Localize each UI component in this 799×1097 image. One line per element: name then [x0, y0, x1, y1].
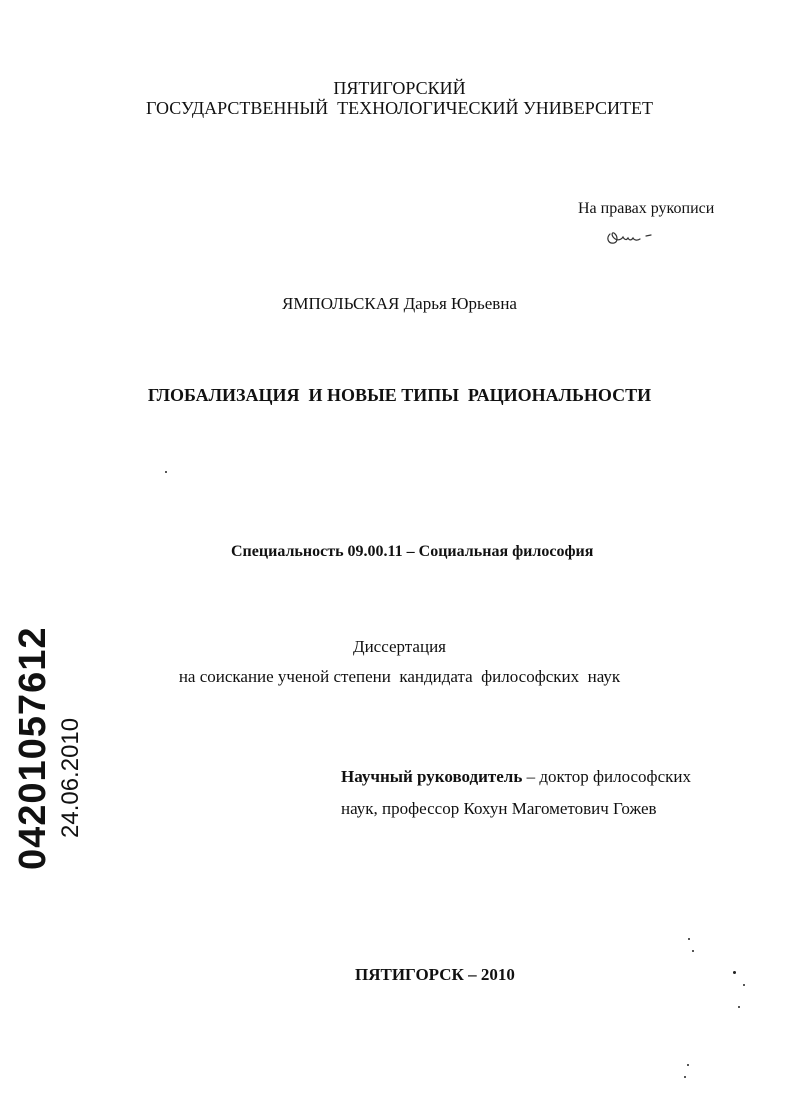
dissertation-type: Диссертация [352, 637, 446, 656]
signature-icon [604, 224, 674, 250]
library-stamp-date: 24.06.2010 [57, 717, 84, 838]
specialty: Специальность 09.00.11 – Социальная философия [231, 543, 594, 560]
scan-speck [165, 471, 167, 473]
manuscript-note: На правах рукописи [578, 200, 715, 217]
dissertation-title: ГЛОБАЛИЗАЦИЯ И НОВЫЕ ТИПЫ РАЦИОНАЛЬНОСТИ [147, 385, 652, 405]
university-name-line2: ГОСУДАРСТВЕННЫЙ ТЕХНОЛОГИЧЕСКИЙ УНИВЕРСИТЕТ [146, 98, 653, 118]
library-stamp-number: 04201057612 [12, 626, 54, 870]
city-year: ПЯТИГОРСК – 2010 [355, 965, 515, 984]
scan-speck [733, 971, 736, 974]
scan-speck [687, 1064, 689, 1066]
university-name-line1: ПЯТИГОРСКИЙ [333, 78, 466, 98]
scan-speck [692, 950, 694, 952]
scan-speck [684, 1076, 686, 1078]
scan-speck [738, 1006, 740, 1008]
supervisor-line2: наук, профессор Кохун Магометович Гожев [341, 799, 657, 818]
supervisor-degree: – доктор философских [522, 767, 691, 786]
degree-purpose: на соискание ученой степени кандидата философских наук [178, 667, 621, 686]
supervisor-label: Научный руководитель [341, 767, 523, 786]
supervisor-line1 [341, 768, 691, 785]
scan-speck [743, 984, 745, 986]
author-name: ЯМПОЛЬСКАЯ Дарья Юрьевна [282, 294, 517, 313]
scan-speck [688, 938, 690, 940]
